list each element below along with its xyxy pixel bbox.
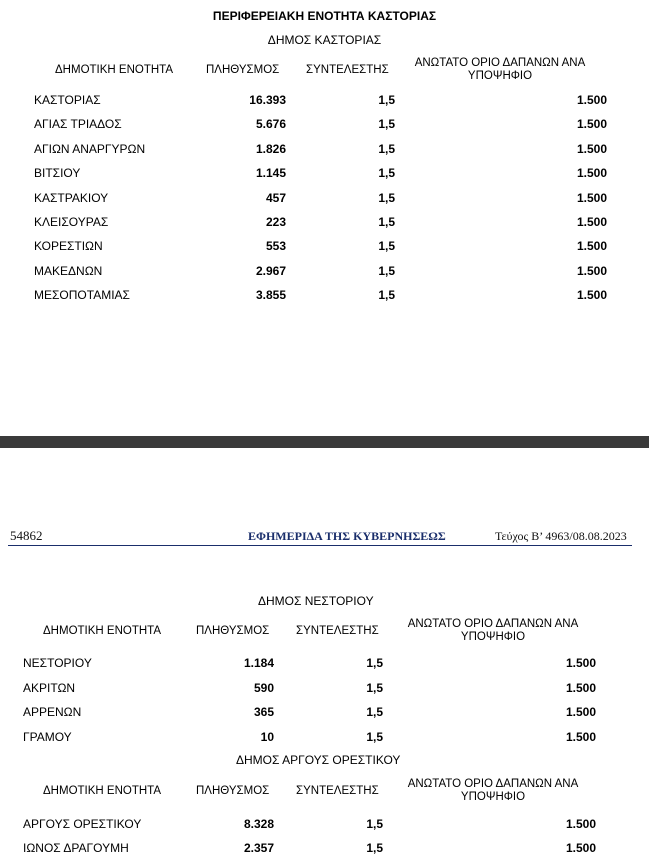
municipality-title-argous: ΔΗΜΟΣ ΑΡΓΟΥΣ ΟΡΕΣΤΙΚΟΥ — [236, 753, 401, 767]
cell-factor: 1,5 — [378, 190, 395, 205]
header-factor: ΣΥΝΤΕΛΕΣΤΗΣ — [296, 625, 379, 637]
cell-limit: 1.500 — [576, 141, 607, 156]
header-population: ΠΛΗΘΥΣΜΟΣ — [196, 785, 270, 797]
header-population: ΠΛΗΘΥΣΜΟΣ — [206, 64, 280, 76]
header-limit — [403, 778, 583, 804]
cell-population: 553 — [265, 239, 286, 254]
cell-factor: 1,5 — [366, 705, 383, 719]
page-bottom — [0, 448, 649, 866]
cell-population: 1.145 — [255, 166, 286, 181]
cell-limit: 1.500 — [565, 656, 596, 670]
cell-limit: 1.500 — [565, 729, 596, 744]
cell-factor: 1,5 — [378, 141, 395, 156]
cell-population: 2.967 — [255, 263, 286, 278]
table-row — [0, 681, 649, 699]
cell-limit: 1.500 — [565, 705, 596, 719]
gazette-issue: Τεύχος Β’ 4963/08.08.2023 — [495, 529, 627, 543]
cell-unit: ΙΩΝΟΣ ΔΡΑΓΟΥΜΗ — [23, 841, 129, 855]
gazette-title: ΕΦΗΜΕΡΙΔΑ ΤΗΣ ΚΥΒΕΡΝΗΣΕΩΣ — [248, 529, 446, 543]
header-limit-line1: ΑΝΩΤΑΤΟ ΟΡΙΟ ΔΑΠΑΝΩΝ ΑΝΑ — [407, 618, 579, 630]
cell-limit: 1.500 — [576, 117, 607, 132]
cell-unit: ΜΑΚΕΔΝΩΝ — [34, 263, 103, 278]
municipality-title-kastorias: ΔΗΜΟΣ ΚΑΣΤΟΡΙΑΣ — [267, 33, 382, 47]
header-limit-line2: ΥΠΟΨΗΦΙΟ — [460, 791, 526, 803]
cell-limit: 1.500 — [576, 288, 607, 303]
header-limit-line1: ΑΝΩΤΑΤΟ ΟΡΙΟ ΔΑΠΑΝΩΝ ΑΝΑ — [407, 778, 579, 790]
cell-unit: ΑΡΡΕΝΩΝ — [23, 705, 82, 719]
cell-unit: ΝΕΣΤΟΡΙΟΥ — [23, 656, 92, 670]
header-factor: ΣΥΝΤΕΛΕΣΤΗΣ — [306, 64, 389, 76]
header-limit — [403, 618, 583, 644]
table-row — [0, 264, 649, 282]
table-row — [0, 656, 649, 674]
page-separator — [0, 436, 649, 448]
cell-population: 5.676 — [255, 117, 286, 132]
cell-population: 365 — [253, 705, 274, 719]
cell-population: 1.826 — [255, 141, 286, 156]
cell-population: 2.357 — [243, 841, 274, 855]
table-row — [0, 215, 649, 233]
cell-factor: 1,5 — [378, 166, 395, 181]
table-row — [0, 730, 649, 748]
cell-limit: 1.500 — [565, 841, 596, 855]
cell-unit: ΜΕΣΟΠΟΤΑΜΙΑΣ — [34, 288, 130, 303]
gazette-page-number: 54862 — [10, 528, 43, 543]
cell-unit: ΑΓΙΑΣ ΤΡΙΑΔΟΣ — [34, 117, 122, 132]
table-row — [0, 191, 649, 209]
cell-limit: 1.500 — [565, 680, 596, 695]
cell-population: 1.184 — [243, 656, 274, 670]
cell-limit: 1.500 — [576, 190, 607, 205]
header-unit: ΔΗΜΟΤΙΚΗ ΕΝΟΤΗΤΑ — [43, 625, 161, 637]
cell-unit: ΑΡΓΟΥΣ ΟΡΕΣΤΙΚΟΥ — [23, 817, 142, 831]
header-unit: ΔΗΜΟΤΙΚΗ ΕΝΟΤΗΤΑ — [43, 785, 161, 797]
cell-factor: 1,5 — [378, 288, 395, 303]
table-row — [0, 841, 649, 859]
header-unit: ΔΗΜΟΤΙΚΗ ΕΝΟΤΗΤΑ — [55, 64, 173, 76]
table-row — [0, 288, 649, 306]
cell-limit: 1.500 — [576, 239, 607, 254]
cell-factor: 1,5 — [378, 215, 395, 229]
cell-unit: ΓΡΑΜΟΥ — [23, 729, 72, 744]
cell-population: 457 — [265, 190, 286, 205]
table-row — [0, 166, 649, 184]
cell-population: 590 — [253, 680, 274, 695]
cell-factor: 1,5 — [366, 817, 383, 831]
cell-population: 16.393 — [249, 93, 286, 107]
cell-unit: ΒΙΤΣΙΟΥ — [34, 166, 81, 181]
cell-factor: 1,5 — [378, 263, 395, 278]
header-limit-line2: ΥΠΟΨΗΦΙΟ — [460, 631, 526, 643]
cell-factor: 1,5 — [366, 841, 383, 855]
table-row — [0, 93, 649, 111]
cell-limit: 1.500 — [565, 817, 596, 831]
cell-factor: 1,5 — [366, 729, 383, 744]
municipality-title-nestoriou: ΔΗΜΟΣ ΝΕΣΤΟΡΙΟΥ — [258, 594, 374, 608]
cell-population: 8.328 — [243, 817, 274, 831]
cell-population: 3.855 — [255, 288, 286, 303]
table-row — [0, 142, 649, 160]
header-limit — [410, 57, 590, 83]
header-population: ΠΛΗΘΥΣΜΟΣ — [196, 625, 270, 637]
header-factor: ΣΥΝΤΕΛΕΣΤΗΣ — [296, 785, 379, 797]
cell-factor: 1,5 — [366, 680, 383, 695]
table-row — [0, 705, 649, 723]
cell-limit: 1.500 — [576, 263, 607, 278]
cell-factor: 1,5 — [378, 93, 395, 107]
cell-limit: 1.500 — [576, 166, 607, 181]
header-limit-line2: ΥΠΟΨΗΦΙΟ — [467, 70, 533, 82]
cell-unit: ΑΚΡΙΤΩΝ — [23, 680, 76, 695]
cell-limit: 1.500 — [576, 93, 607, 107]
cell-unit: ΚΑΣΤΟΡΙΑΣ — [34, 93, 101, 107]
gazette-rule — [8, 545, 632, 546]
section-title: ΠΕΡΙΦΕΡΕΙΑΚΗ ΕΝΟΤΗΤΑ ΚΑΣΤΟΡΙΑΣ — [212, 9, 437, 23]
table-row — [0, 239, 649, 257]
cell-population: 10 — [260, 729, 274, 744]
header-limit-line1: ΑΝΩΤΑΤΟ ΟΡΙΟ ΔΑΠΑΝΩΝ ΑΝΑ — [414, 57, 586, 69]
cell-unit: ΚΛΕΙΣΟΥΡΑΣ — [34, 215, 109, 229]
cell-unit: ΑΓΙΩΝ ΑΝΑΡΓΥΡΩΝ — [34, 141, 146, 156]
cell-factor: 1,5 — [378, 117, 395, 132]
table-row — [0, 117, 649, 135]
table-row — [0, 817, 649, 835]
cell-limit: 1.500 — [576, 215, 607, 229]
cell-factor: 1,5 — [378, 239, 395, 254]
cell-unit: ΚΑΣΤΡΑΚΙΟΥ — [34, 190, 109, 205]
cell-factor: 1,5 — [366, 656, 383, 670]
cell-unit: ΚΟΡΕΣΤΙΩΝ — [34, 239, 103, 254]
cell-population: 223 — [265, 215, 286, 229]
